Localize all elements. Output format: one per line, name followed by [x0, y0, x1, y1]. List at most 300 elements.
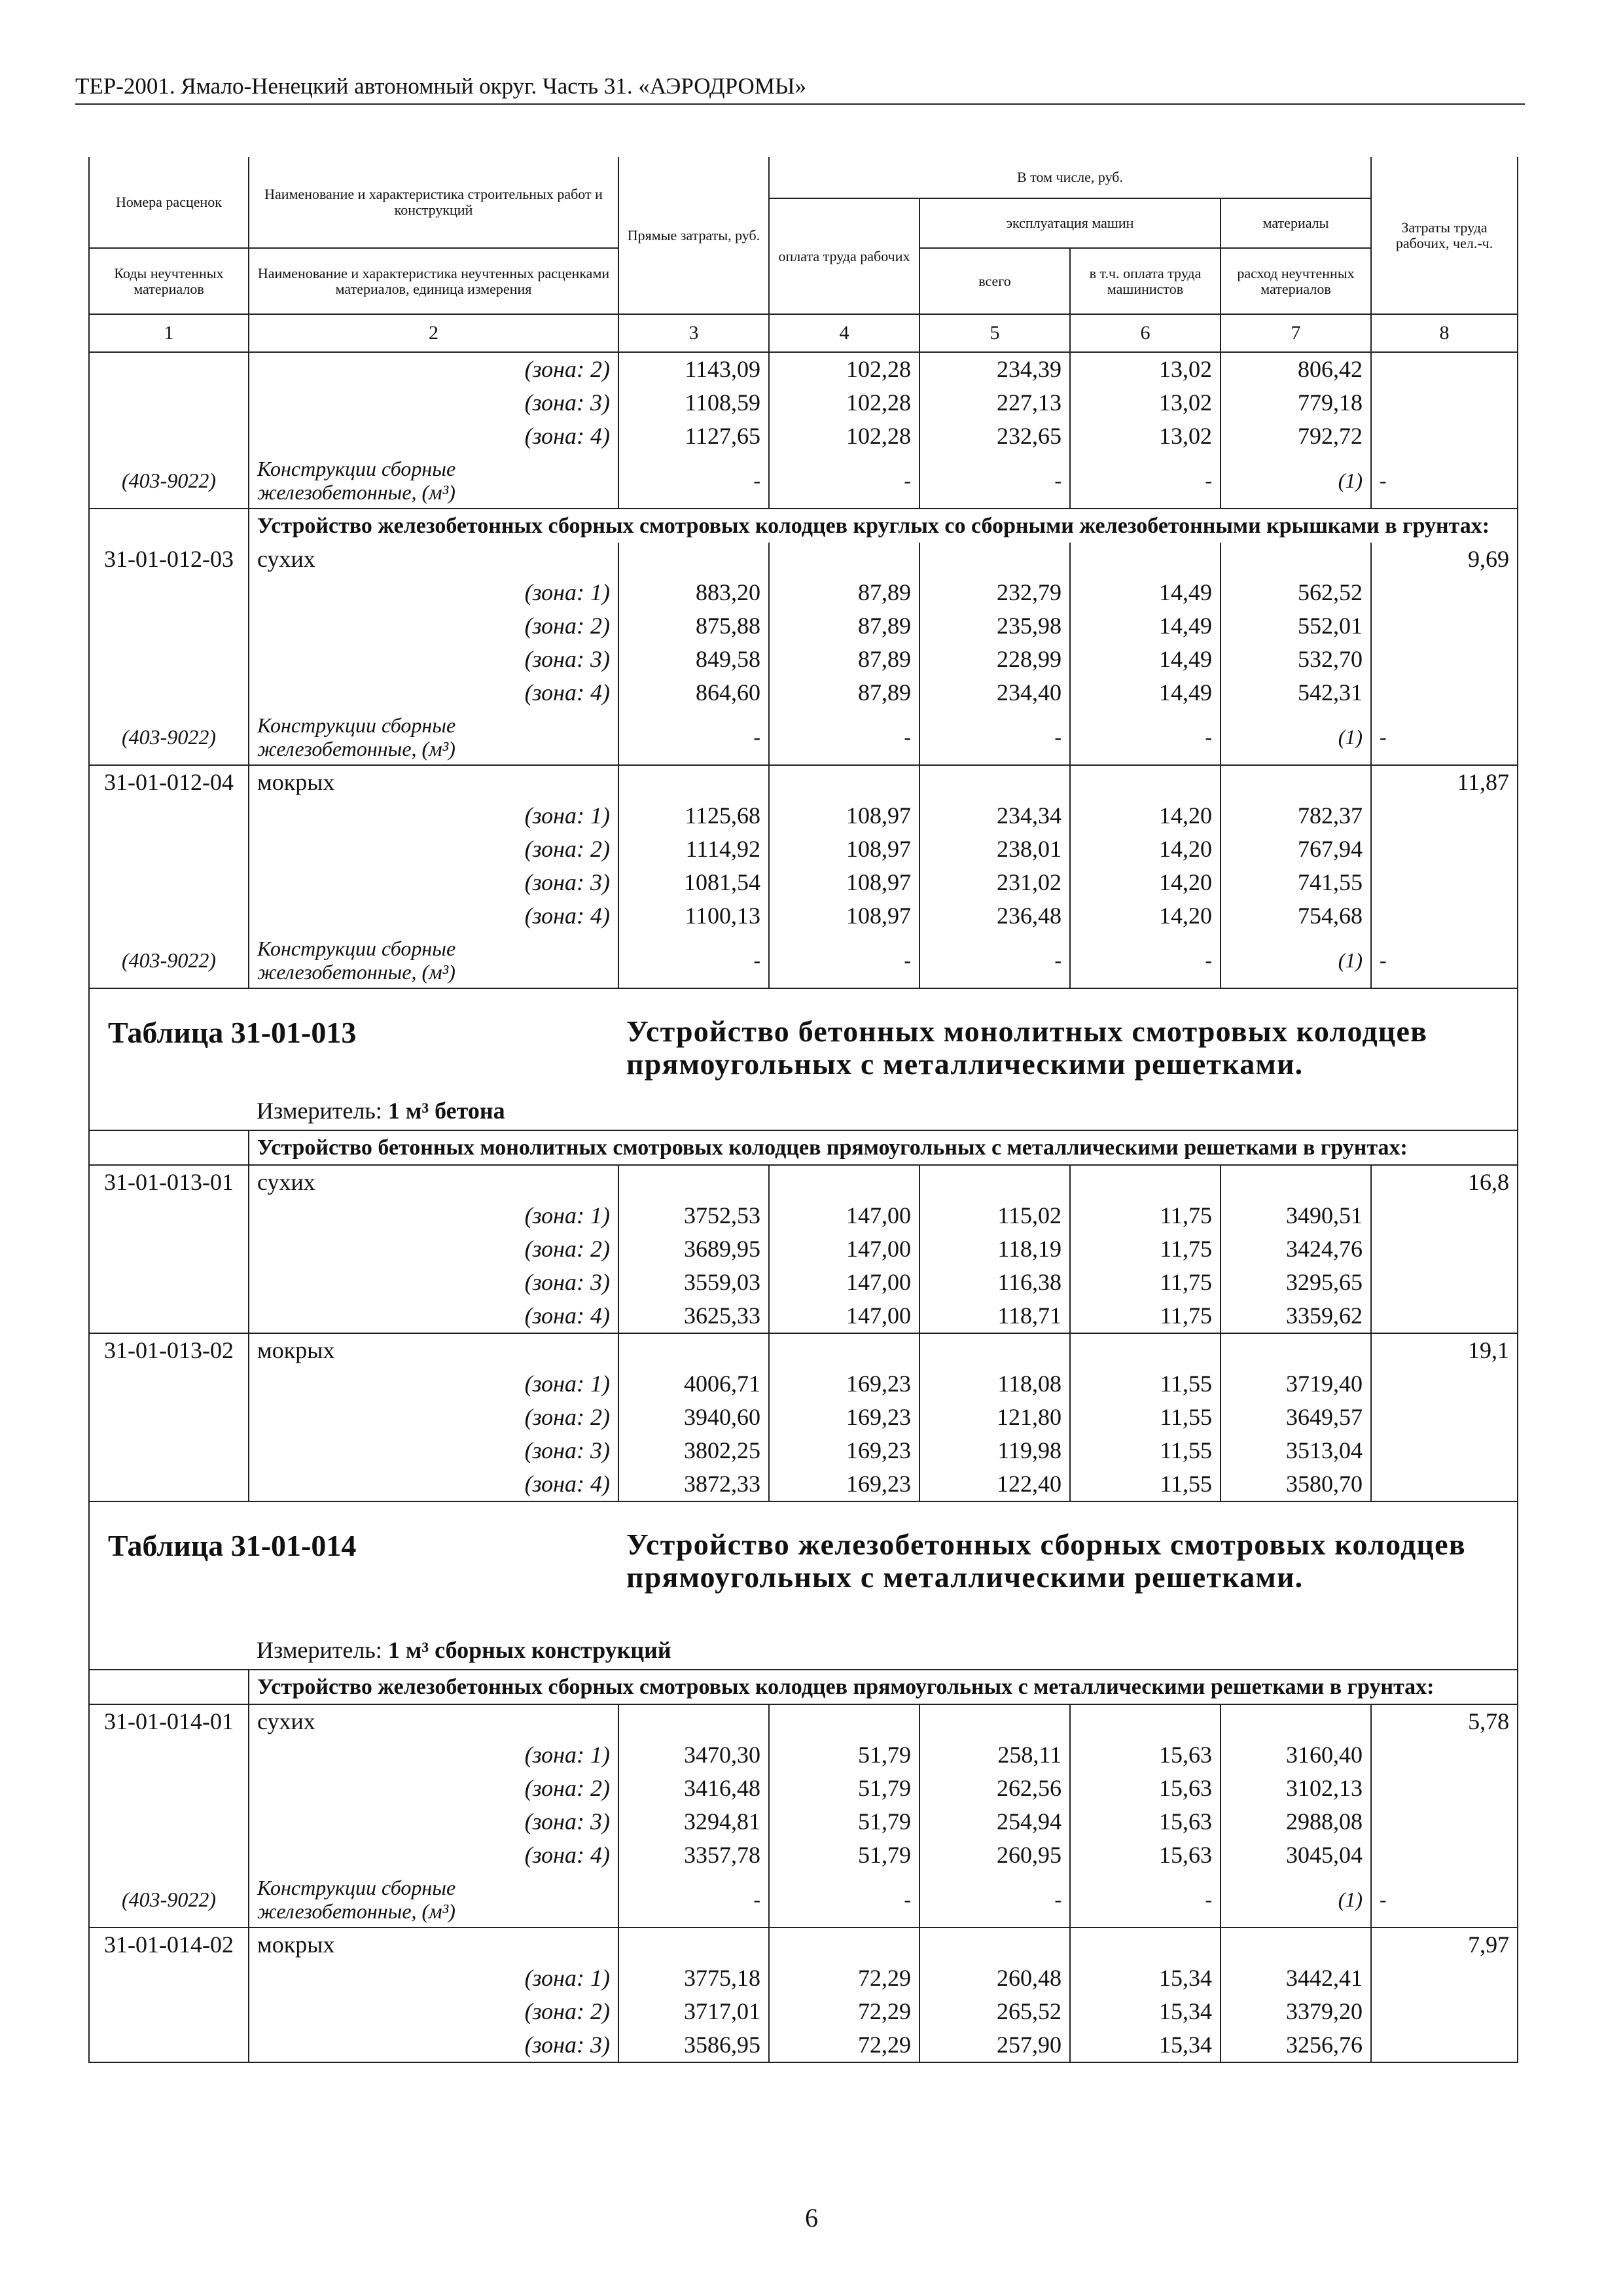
empty-cell	[769, 765, 919, 799]
machines-total-value: 265,52	[919, 1995, 1070, 2028]
labor-cost-value: 7,97	[1371, 1928, 1517, 1962]
zone-row	[90, 1995, 1517, 2028]
direct-cost-value: 1143,09	[618, 353, 769, 386]
worker-pay-value: 147,00	[769, 1199, 919, 1232]
zone-label: (зона: 2)	[249, 353, 618, 386]
zone-row	[90, 799, 1517, 833]
rate-name: мокрых	[249, 765, 618, 799]
dash-value: -	[1070, 709, 1221, 765]
machines-total-value: 238,01	[919, 833, 1070, 866]
materials-value: 3424,76	[1221, 1232, 1371, 1266]
direct-cost-value: 3717,01	[618, 1995, 769, 2028]
labor-cost-cell	[1371, 1839, 1517, 1872]
machinist-pay-value: 11,75	[1070, 1299, 1221, 1333]
labor-cost-cell	[1371, 1467, 1517, 1501]
zone-label: (зона: 1)	[249, 799, 618, 833]
zone-label: (зона: 1)	[249, 1738, 618, 1772]
rate-code-cell	[90, 1401, 249, 1434]
rates-table-014	[90, 1669, 1517, 2062]
empty-cell	[769, 543, 919, 576]
worker-pay-value: 72,29	[769, 1962, 919, 1995]
labor-cost-cell	[1371, 866, 1517, 899]
zone-label: (зона: 2)	[249, 833, 618, 866]
empty-cell	[919, 1704, 1070, 1738]
zone-row	[90, 576, 1517, 609]
worker-pay-value: 102,28	[769, 353, 919, 386]
rate-code-cell	[90, 1299, 249, 1333]
zone-row	[90, 1232, 1517, 1266]
machines-total-value: 262,56	[919, 1772, 1070, 1805]
machines-total-value: 258,11	[919, 1738, 1070, 1772]
dash-value: -	[1371, 1872, 1517, 1928]
zone-label: (зона: 1)	[249, 576, 618, 609]
machines-total-value: 118,19	[919, 1232, 1070, 1266]
rates-table-012	[90, 353, 1517, 988]
direct-cost-value: 1114,92	[618, 833, 769, 866]
direct-cost-value: 3559,03	[618, 1266, 769, 1299]
zone-label: (зона: 3)	[249, 1266, 618, 1299]
direct-cost-value: 849,58	[618, 643, 769, 676]
zone-row	[90, 866, 1517, 899]
material-unit-value: (1)	[1221, 453, 1371, 509]
materials-value: 532,70	[1221, 643, 1371, 676]
header-material-consumption: расход неучтенных материалов	[1221, 248, 1371, 314]
zone-row	[90, 2028, 1517, 2062]
zone-row	[90, 1805, 1517, 1839]
direct-cost-value: 1108,59	[618, 386, 769, 420]
dash-value: -	[919, 1872, 1070, 1928]
rate-code-cell	[90, 833, 249, 866]
empty-cell	[618, 765, 769, 799]
direct-cost-value: 3775,18	[618, 1962, 769, 1995]
direct-cost-value: 3625,33	[618, 1299, 769, 1333]
empty-cell	[1070, 543, 1221, 576]
machines-total-value: 232,65	[919, 420, 1070, 453]
material-code: (403-9022)	[122, 1888, 216, 1911]
materials-value: 562,52	[1221, 576, 1371, 609]
rate-item-row	[90, 765, 1517, 799]
zone-label: (зона: 3)	[249, 1805, 618, 1839]
worker-pay-value: 169,23	[769, 1401, 919, 1434]
machinist-pay-value: 14,20	[1070, 799, 1221, 833]
machinist-pay-value: 15,34	[1070, 2028, 1221, 2062]
worker-pay-value: 51,79	[769, 1839, 919, 1872]
dash-value: -	[618, 709, 769, 765]
materials-value: 3295,65	[1221, 1266, 1371, 1299]
dash-value: -	[1371, 453, 1517, 509]
dash-value: -	[769, 1872, 919, 1928]
empty-cell	[618, 1165, 769, 1199]
rate-name: мокрых	[249, 1928, 618, 1962]
header-rate-number: Номера расценок	[90, 157, 249, 248]
rates-document	[88, 157, 1518, 2063]
zone-row	[90, 1962, 1517, 1995]
rate-code: 31-01-013-01	[90, 1165, 249, 1199]
machinist-pay-value: 14,49	[1070, 609, 1221, 643]
machinist-pay-value: 15,63	[1070, 1805, 1221, 1839]
materials-value: 767,94	[1221, 833, 1371, 866]
machines-total-value: 231,02	[919, 866, 1070, 899]
rate-code-cell	[90, 353, 249, 386]
col-number: 5	[919, 314, 1070, 352]
zone-row	[90, 386, 1517, 420]
machines-total-value: 236,48	[919, 899, 1070, 933]
machinist-pay-value: 11,75	[1070, 1266, 1221, 1299]
rate-code-cell	[90, 609, 249, 643]
rate-code: 31-01-014-02	[90, 1928, 249, 1962]
rate-code-cell	[90, 1467, 249, 1501]
rate-code-cell	[90, 1232, 249, 1266]
zone-label: (зона: 3)	[249, 1434, 618, 1467]
direct-cost-value: 3586,95	[618, 2028, 769, 2062]
material-row	[90, 1872, 1517, 1928]
dash-value: -	[1371, 709, 1517, 765]
table-title-013	[90, 988, 1517, 1130]
material-unit-value: (1)	[1221, 933, 1371, 988]
materials-value: 3580,70	[1221, 1467, 1371, 1501]
worker-pay-value: 147,00	[769, 1232, 919, 1266]
empty-cell	[1070, 1333, 1221, 1367]
labor-cost-cell	[1371, 1995, 1517, 2028]
labor-cost-value: 9,69	[1371, 543, 1517, 576]
materials-value: 792,72	[1221, 420, 1371, 453]
rate-code-cell	[90, 1805, 249, 1839]
empty-cell	[769, 1333, 919, 1367]
empty-cell	[919, 1928, 1070, 1962]
materials-value: 3513,04	[1221, 1434, 1371, 1467]
worker-pay-value: 169,23	[769, 1434, 919, 1467]
material-name: Конструкции сборные железобетонные, (м³)	[249, 1872, 618, 1928]
running-header: ТЕР-2001. Ямало-Ненецкий автономный округ. Часть 31. «АЭРОДРОМЫ»	[75, 73, 1525, 105]
materials-value: 3359,62	[1221, 1299, 1371, 1333]
rate-code-cell	[90, 1772, 249, 1805]
section-heading: Устройство железобетонных сборных смотровых колодцев круглых со сборными железобетонными крышками в грунтах:	[249, 509, 1517, 543]
rate-code-cell	[90, 643, 249, 676]
page-number: 6	[805, 2203, 818, 2233]
rate-code-cell	[90, 1367, 249, 1401]
empty-cell	[1070, 1704, 1221, 1738]
rate-name: сухих	[249, 1165, 618, 1199]
dash-value: -	[919, 453, 1070, 509]
header-machines-total: всего	[919, 248, 1070, 314]
dash-value: -	[769, 709, 919, 765]
machines-total-value: 122,40	[919, 1467, 1070, 1501]
materials-value: 779,18	[1221, 386, 1371, 420]
machinist-pay-value: 13,02	[1070, 353, 1221, 386]
rate-code-cell	[90, 2028, 249, 2062]
material-code: (403-9022)	[122, 469, 216, 492]
section-heading-row	[90, 509, 1517, 543]
labor-cost-cell	[1371, 576, 1517, 609]
labor-cost-cell	[1371, 1199, 1517, 1232]
machinist-pay-value: 14,20	[1070, 833, 1221, 866]
zone-row	[90, 676, 1517, 709]
labor-cost-cell	[1371, 609, 1517, 643]
zone-row	[90, 1434, 1517, 1467]
dash-value: -	[919, 709, 1070, 765]
zone-row	[90, 899, 1517, 933]
machinist-pay-value: 14,20	[1070, 866, 1221, 899]
labor-cost-cell	[1371, 833, 1517, 866]
rate-code-cell	[90, 799, 249, 833]
materials-value: 3442,41	[1221, 1962, 1371, 1995]
materials-value: 754,68	[1221, 899, 1371, 933]
materials-value: 3045,04	[1221, 1839, 1371, 1872]
direct-cost-value: 3802,25	[618, 1434, 769, 1467]
worker-pay-value: 108,97	[769, 799, 919, 833]
header-direct-costs: Прямые затраты, руб.	[618, 157, 769, 314]
material-code: (403-9022)	[122, 948, 216, 972]
labor-cost-cell	[1371, 353, 1517, 386]
zone-label: (зона: 2)	[249, 1232, 618, 1266]
worker-pay-value: 147,00	[769, 1266, 919, 1299]
empty-cell	[919, 1165, 1070, 1199]
labor-cost-value: 16,8	[1371, 1165, 1517, 1199]
direct-cost-value: 883,20	[618, 576, 769, 609]
machines-total-value: 115,02	[919, 1199, 1070, 1232]
labor-cost-cell	[1371, 799, 1517, 833]
rate-code-cell	[90, 676, 249, 709]
machinist-pay-value: 11,55	[1070, 1467, 1221, 1501]
material-code: (403-9022)	[122, 725, 216, 749]
machines-total-value: 254,94	[919, 1805, 1070, 1839]
rate-name: сухих	[249, 543, 618, 576]
direct-cost-value: 3470,30	[618, 1738, 769, 1772]
rate-code-cell	[90, 386, 249, 420]
empty-cell	[1221, 1928, 1371, 1962]
machines-total-value: 232,79	[919, 576, 1070, 609]
rate-item-row	[90, 1928, 1517, 1962]
materials-value: 2988,08	[1221, 1805, 1371, 1839]
empty-cell	[1070, 1165, 1221, 1199]
measure-unit: Измеритель: 1 м³ бетона	[257, 1098, 505, 1124]
col-number: 6	[1070, 314, 1221, 352]
labor-cost-value: 19,1	[1371, 1333, 1517, 1367]
materials-value: 3256,76	[1221, 2028, 1371, 2062]
header-machinist-pay: в т.ч. оплата труда машинистов	[1070, 248, 1221, 314]
machines-total-value: 234,40	[919, 676, 1070, 709]
rate-code-cell	[90, 866, 249, 899]
zone-label: (зона: 4)	[249, 899, 618, 933]
dash-value: -	[1070, 1872, 1221, 1928]
machines-total-value: 227,13	[919, 386, 1070, 420]
rate-code: 31-01-012-04	[90, 765, 249, 799]
machines-total-value: 118,71	[919, 1299, 1070, 1333]
header-work-name: Наименование и характеристика строительных работ и конструкций	[249, 157, 618, 248]
zone-row	[90, 1839, 1517, 1872]
rate-name: мокрых	[249, 1333, 618, 1367]
labor-cost-value: 5,78	[1371, 1704, 1517, 1738]
materials-value: 3649,57	[1221, 1401, 1371, 1434]
materials-value: 3160,40	[1221, 1738, 1371, 1772]
empty-cell	[1221, 1704, 1371, 1738]
materials-value: 782,37	[1221, 799, 1371, 833]
zone-row	[90, 353, 1517, 386]
worker-pay-value: 169,23	[769, 1367, 919, 1401]
machinist-pay-value: 14,20	[1070, 899, 1221, 933]
col-number: 1	[90, 314, 249, 352]
table-description: Устройство железобетонных сборных смотровых колодцев прямоугольных с металлическими решетками.	[626, 1528, 1466, 1594]
machinist-pay-value: 15,34	[1070, 1962, 1221, 1995]
rate-code-cell	[90, 420, 249, 453]
machines-total-value: 119,98	[919, 1434, 1070, 1467]
zone-row	[90, 1367, 1517, 1401]
machines-total-value: 234,34	[919, 799, 1070, 833]
column-header	[90, 157, 1517, 353]
machines-total-value: 260,95	[919, 1839, 1070, 1872]
empty-cell	[618, 1928, 769, 1962]
zone-row	[90, 1299, 1517, 1333]
empty-cell	[1221, 1333, 1371, 1367]
rate-code-cell	[90, 1839, 249, 1872]
zone-label: (зона: 4)	[249, 676, 618, 709]
empty-cell	[1070, 765, 1221, 799]
machinist-pay-value: 14,49	[1070, 643, 1221, 676]
zone-label: (зона: 1)	[249, 1199, 618, 1232]
table-description: Устройство бетонных монолитных смотровых колодцев прямоугольных с металлическими решетками.	[626, 1014, 1428, 1081]
labor-cost-value: 11,87	[1371, 765, 1517, 799]
machinist-pay-value: 11,55	[1070, 1434, 1221, 1467]
worker-pay-value: 72,29	[769, 2028, 919, 2062]
direct-cost-value: 3752,53	[618, 1199, 769, 1232]
empty-cell	[769, 1704, 919, 1738]
labor-cost-cell	[1371, 1401, 1517, 1434]
header-labor-costs: Затраты труда рабочих, чел.-ч.	[1371, 157, 1517, 314]
worker-pay-value: 87,89	[769, 676, 919, 709]
dash-value: -	[1371, 933, 1517, 988]
empty-cell	[1221, 1165, 1371, 1199]
machinist-pay-value: 11,55	[1070, 1367, 1221, 1401]
zone-label: (зона: 1)	[249, 1367, 618, 1401]
rate-code: 31-01-012-03	[104, 546, 234, 572]
labor-cost-cell	[1371, 1805, 1517, 1839]
zone-label: (зона: 2)	[249, 1772, 618, 1805]
dash-value: -	[1070, 453, 1221, 509]
empty-cell	[1221, 765, 1371, 799]
zone-label: (зона: 3)	[249, 386, 618, 420]
material-name: Конструкции сборные железобетонные, (м³)	[249, 933, 618, 988]
machines-total-value: 116,38	[919, 1266, 1070, 1299]
worker-pay-value: 147,00	[769, 1299, 919, 1333]
worker-pay-value: 72,29	[769, 1995, 919, 2028]
materials-value: 3379,20	[1221, 1995, 1371, 2028]
dash-value: -	[919, 933, 1070, 988]
material-unit-value: (1)	[1221, 709, 1371, 765]
measure-unit: Измеритель: 1 м³ сборных конструкций	[257, 1637, 671, 1663]
machinist-pay-value: 11,75	[1070, 1232, 1221, 1266]
materials-value: 741,55	[1221, 866, 1371, 899]
zone-row	[90, 833, 1517, 866]
empty-cell	[919, 765, 1070, 799]
direct-cost-value: 3872,33	[618, 1467, 769, 1501]
zone-row	[90, 420, 1517, 453]
machinist-pay-value: 15,34	[1070, 1995, 1221, 2028]
worker-pay-value: 108,97	[769, 866, 919, 899]
material-name: Конструкции сборные железобетонные, (м³)	[249, 453, 618, 509]
material-name: Конструкции сборные железобетонные, (м³)	[249, 709, 618, 765]
machines-total-value: 234,39	[919, 353, 1070, 386]
materials-value: 3102,13	[1221, 1772, 1371, 1805]
section-heading: Устройство железобетонных сборных смотровых колодцев прямоугольных с металлическими решетками в грунтах:	[249, 1670, 1517, 1704]
machines-total-value: 118,08	[919, 1367, 1070, 1401]
direct-cost-value: 1127,65	[618, 420, 769, 453]
empty-cell	[618, 1704, 769, 1738]
dash-value: -	[618, 933, 769, 988]
labor-cost-cell	[1371, 1299, 1517, 1333]
section-heading-row	[90, 1130, 1517, 1165]
worker-pay-value: 102,28	[769, 386, 919, 420]
machines-total-value: 260,48	[919, 1962, 1070, 1995]
direct-cost-value: 1081,54	[618, 866, 769, 899]
rate-code-cell	[90, 1434, 249, 1467]
machines-total-value: 121,80	[919, 1401, 1070, 1434]
dash-value: -	[769, 933, 919, 988]
section-heading-row	[90, 1670, 1517, 1704]
labor-cost-cell	[1371, 1266, 1517, 1299]
direct-cost-value: 3689,95	[618, 1232, 769, 1266]
zone-label: (зона: 2)	[249, 1401, 618, 1434]
zone-label: (зона: 1)	[249, 1962, 618, 1995]
zone-label: (зона: 3)	[249, 2028, 618, 2062]
empty-cell	[1070, 1928, 1221, 1962]
empty-cell	[90, 1130, 249, 1165]
zone-label: (зона: 4)	[249, 1839, 618, 1872]
header-worker-pay: оплата труда рабочих	[769, 198, 919, 314]
zone-row	[90, 1401, 1517, 1434]
zone-row	[90, 1772, 1517, 1805]
col-number: 4	[769, 314, 919, 352]
rate-item-row	[90, 1333, 1517, 1367]
zone-row	[90, 1738, 1517, 1772]
machinist-pay-value: 15,63	[1070, 1738, 1221, 1772]
zone-row	[90, 643, 1517, 676]
materials-value: 3490,51	[1221, 1199, 1371, 1232]
machines-total-value: 235,98	[919, 609, 1070, 643]
empty-cell	[90, 509, 249, 543]
direct-cost-value: 1100,13	[618, 899, 769, 933]
worker-pay-value: 169,23	[769, 1467, 919, 1501]
zone-label: (зона: 3)	[249, 866, 618, 899]
machinist-pay-value: 13,02	[1070, 420, 1221, 453]
dash-value: -	[1070, 933, 1221, 988]
dash-value: -	[618, 1872, 769, 1928]
materials-value: 3719,40	[1221, 1367, 1371, 1401]
rate-code-cell	[90, 576, 249, 609]
worker-pay-value: 51,79	[769, 1738, 919, 1772]
table-title-014	[90, 1501, 1517, 1669]
section-heading: Устройство бетонных монолитных смотровых колодцев прямоугольных с металлическими решетками в грунтах:	[249, 1130, 1517, 1165]
empty-cell	[618, 543, 769, 576]
direct-cost-value: 3357,78	[618, 1839, 769, 1872]
labor-cost-cell	[1371, 676, 1517, 709]
machinist-pay-value: 15,63	[1070, 1772, 1221, 1805]
labor-cost-cell	[1371, 386, 1517, 420]
direct-cost-value: 3940,60	[618, 1401, 769, 1434]
labor-cost-cell	[1371, 420, 1517, 453]
worker-pay-value: 87,89	[769, 643, 919, 676]
rate-name: сухих	[249, 1704, 618, 1738]
labor-cost-cell	[1371, 1232, 1517, 1266]
empty-cell	[90, 1670, 249, 1704]
empty-cell	[1221, 543, 1371, 576]
col-number: 7	[1221, 314, 1371, 352]
header-machine-operation: эксплуатация машин	[919, 198, 1221, 248]
zone-label: (зона: 3)	[249, 643, 618, 676]
machinist-pay-value: 14,49	[1070, 576, 1221, 609]
direct-cost-value: 3416,48	[618, 1772, 769, 1805]
labor-cost-cell	[1371, 1738, 1517, 1772]
rate-code-cell	[90, 1738, 249, 1772]
